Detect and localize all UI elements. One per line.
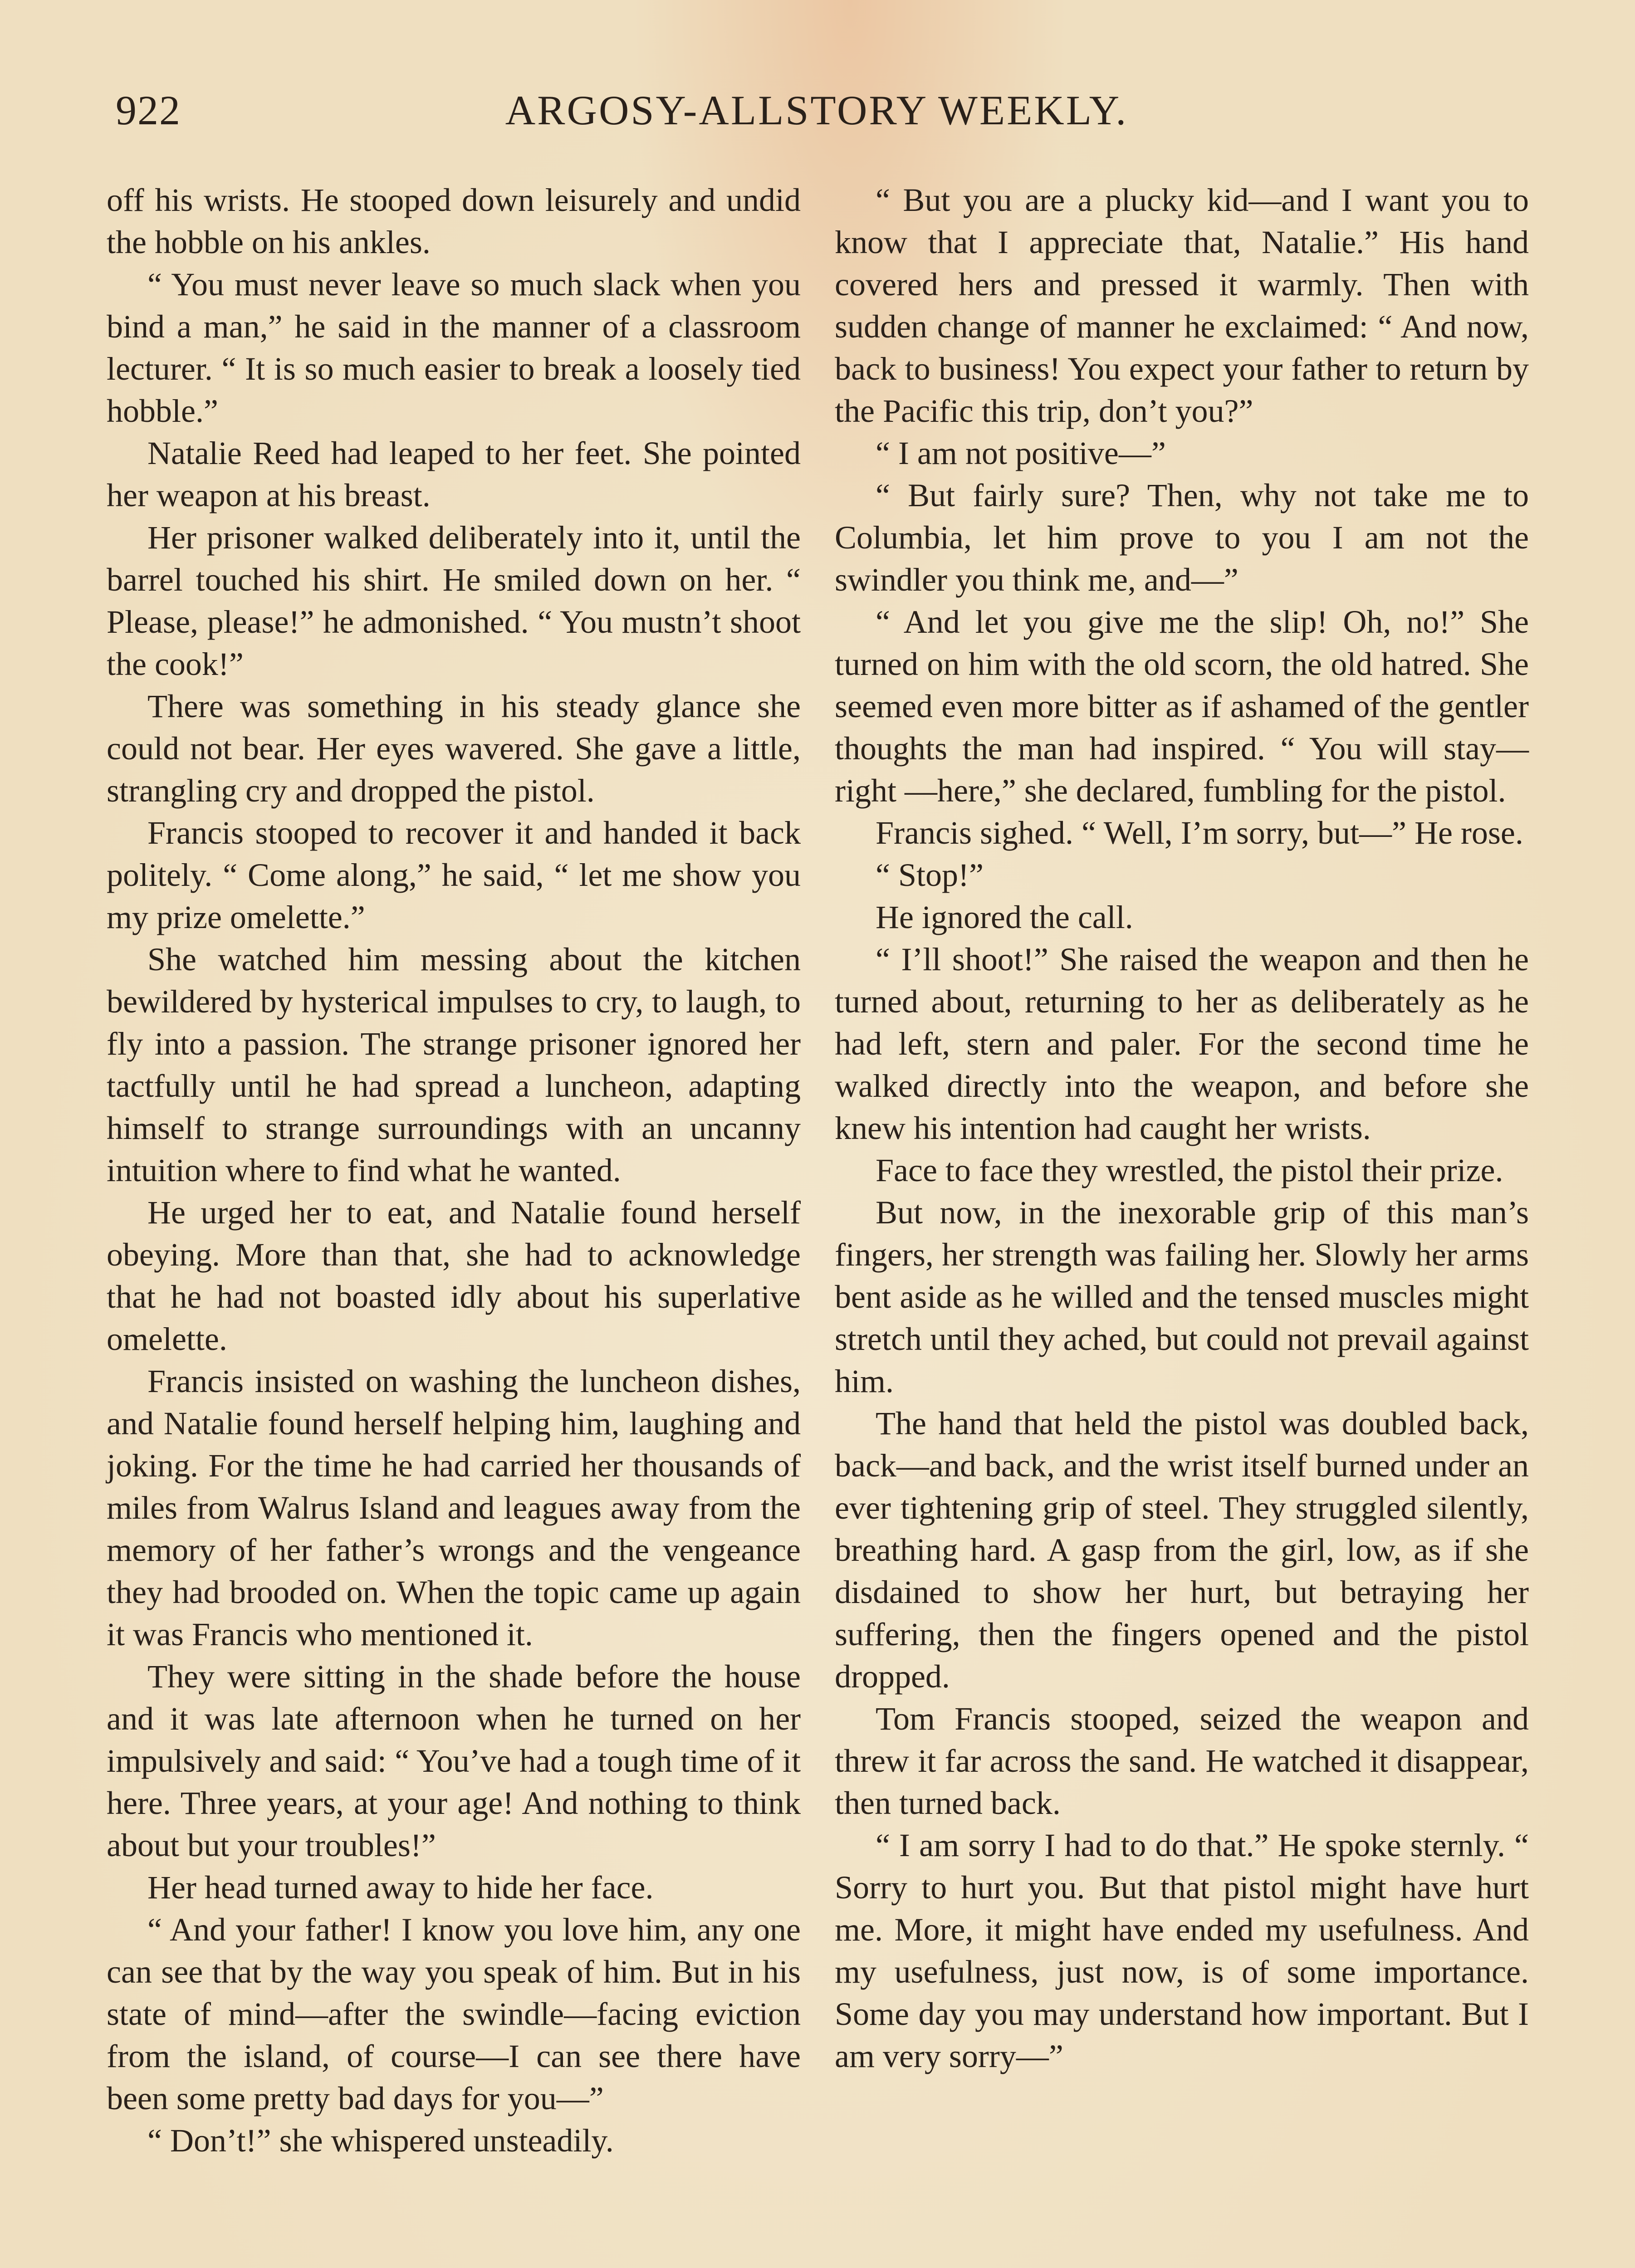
paragraph: “ I’ll shoot!” She raised the weapon and then he turned about, returning to her as deliberately as he had left, stern and paler. For the second time he walked directly into the weapon, and before she knew his intention had caught her wrists.	[835, 941, 1529, 1146]
text-column-left	[107, 179, 801, 2162]
paragraph: “ You must never leave so much slack when you bind a man,” he said in the manner of a classroom lecturer. “ It is so much easier to break a loosely tied hobble.”	[107, 266, 801, 429]
paragraph: Francis insisted on washing the luncheon dishes, and Natalie found herself helping him, laughing and joking. For the time he had carried her thousands of miles from Walrus Island and leagues away from the memory of her father’s wrongs and the vengeance they had brooded on. When the topic came up again it was Francis who mentioned it.	[107, 1363, 801, 1652]
paragraph: “ And your father! I know you love him, any one can see that by the way you speak of him. But in his state of mind—after the swindle—facing eviction from the island, of course—I can see there have been some pretty bad days for you—”	[107, 1911, 801, 2116]
paragraph: The hand that held the pistol was doubled back, back—and back, and the wrist itself burned under an ever tightening grip of steel. They struggled silently, breathing hard. A gasp from the girl, low, as if she disdained to show her hurt, but betraying her suffering, then the fingers opened and the pistol dropped.	[835, 1405, 1529, 1695]
paragraph: Francis stooped to recover it and handed it back politely. “ Come along,” he said, “ let me show you my prize omelette.”	[107, 815, 801, 935]
paragraph: But now, in the inexorable grip of this man’s fingers, her strength was failing her. Slowly her arms bent aside as he willed and the tensed muscles might stretch until they ached, but could not prevail against him.	[835, 1194, 1529, 1399]
paragraph: Francis sighed. “ Well, I’m sorry, but—” He rose.	[876, 815, 1523, 851]
page-number: 922	[116, 87, 181, 133]
paragraph: Natalie Reed had leaped to her feet. She pointed her weapon at his breast.	[107, 435, 801, 513]
paragraph: “ I am sorry I had to do that.” He spoke sternly. “ Sorry to hurt you. But that pistol might have hurt me. More, it might have ended my usefulness. And my usefulness, just now, is of some importance. Some day you may understand how important. But I am very sorry—”	[835, 1827, 1529, 2074]
paragraph: “ And let you give me the slip! Oh, no!” She turned on him with the old scorn, the old hatred. She seemed even more bitter as if ashamed of the gentler thoughts the man had inspired. “ You will stay—right —here,” she declared, fumbling for the pistol.	[835, 604, 1529, 809]
paragraph: Her prisoner walked deliberately into it, until the barrel touched his shirt. He smiled down on her. “ Please, please!” he admonished. “ You mustn’t shoot the cook!”	[107, 519, 801, 682]
paragraph: off his wrists. He stooped down leisurely and undid the hobble on his ankles.	[107, 182, 801, 260]
paragraph: Face to face they wrestled, the pistol their prize.	[876, 1152, 1503, 1188]
paragraph: She watched him messing about the kitchen bewildered by hysterical impulses to cry, to laugh, to fly into a passion. The strange prisoner ignored her tactfully until he had spread a luncheon, adapting himself to strange surroundings with an uncanny intuition where to find what he wanted.	[107, 941, 801, 1188]
paragraph: “ But you are a plucky kid—and I want you to know that I appreciate that, Natalie.” His hand covered hers and pressed it warmly. Then with sudden change of manner he exclaimed: “ And now, back to business! You expect your father to return by the Pacific this trip, don’t you?”	[835, 182, 1529, 429]
paragraph: “ Stop!”	[876, 857, 984, 893]
paragraph: “ I am not positive—”	[876, 435, 1166, 471]
paragraph: They were sitting in the shade before the house and it was late afternoon when he turned on her impulsively and said: “ You’ve had a tough time of it here. Three years, at your age! And nothing to think about but your troubles!”	[107, 1658, 801, 1863]
paragraph: He urged her to eat, and Natalie found herself obeying. More than that, she had to acknowledge that he had not boasted idly about his superlative omelette.	[107, 1194, 801, 1357]
page-header	[116, 86, 1518, 154]
running-title: ARGOSY-ALLSTORY WEEKLY.	[505, 87, 1128, 133]
text-column-right	[835, 179, 1529, 2077]
paragraph: There was something in his steady glance she could not bear. Her eyes wavered. She gave a little, strangling cry and dropped the pistol.	[107, 688, 801, 809]
paragraph: “ Don’t!” she whispered unsteadily.	[147, 2122, 614, 2159]
paragraph: Her head turned away to hide her face.	[147, 1869, 654, 1906]
paragraph: “ But fairly sure? Then, why not take me to Columbia, let him prove to you I am not the swindler you think me, and—”	[835, 477, 1529, 598]
paragraph: He ignored the call.	[876, 899, 1133, 935]
paragraph: Tom Francis stooped, seized the weapon and threw it far across the sand. He watched it disappear, then turned back.	[835, 1701, 1529, 1821]
